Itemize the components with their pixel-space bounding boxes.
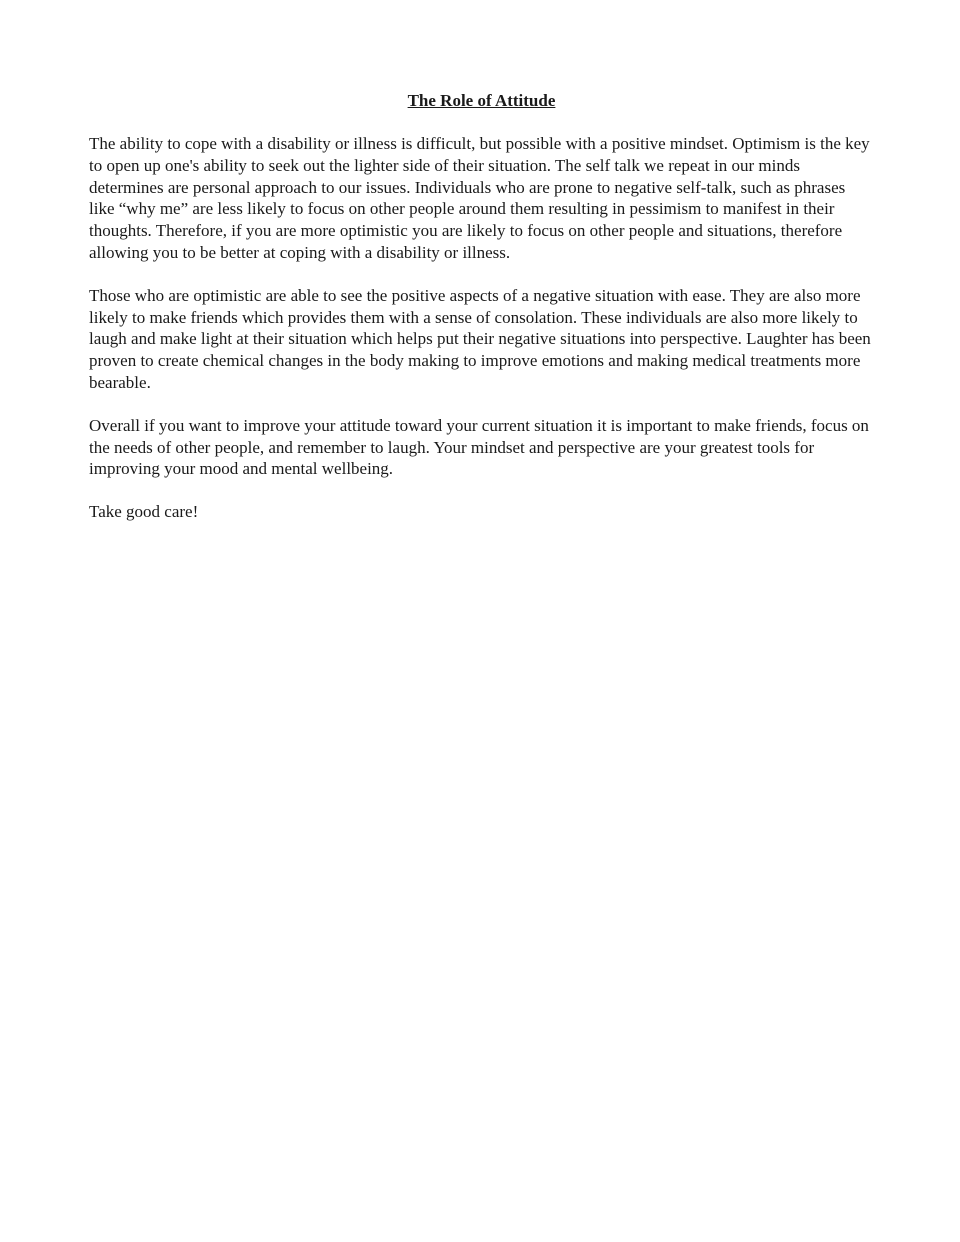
paragraph-3: Overall if you want to improve your attitude toward your current situation it is important to make friends, focus on the needs of other people, and remember to laugh. Your mindset and perspective are your greatest tools for improving your mood and mental wellbeing. <box>89 415 869 479</box>
paragraph-1: The ability to cope with a disability or illness is difficult, but possible with a positive mindset. Optimism is the key to open up one's ability to seek out the lighter side of their situation. The self talk we repeat in our minds determines are personal approach to our issues. Individuals who are prone to negative self-talk, such as phrases like “why me” are less likely to focus on other people around them resulting in pessimism to manifest in their thoughts. Therefore, if you are more optimistic you are likely to focus on other people and situations, therefore allowing you to be better at coping with a disability or illness. <box>89 134 870 262</box>
closing-line: Take good care! <box>89 502 199 522</box>
document-body <box>89 90 874 523</box>
document-title: The Role of Attitude <box>407 91 556 110</box>
paragraph-2: Those who are optimistic are able to see the positive aspects of a negative situation with ease. They are also more likely to make friends which provides them with a sense of consolation. These individuals are also more likely to laugh and make light at their situation which helps put their negative situations into perspective. Laughter has been proven to create chemical changes in the body making to improve emotions and making medical treatments more bearable. <box>89 285 871 392</box>
